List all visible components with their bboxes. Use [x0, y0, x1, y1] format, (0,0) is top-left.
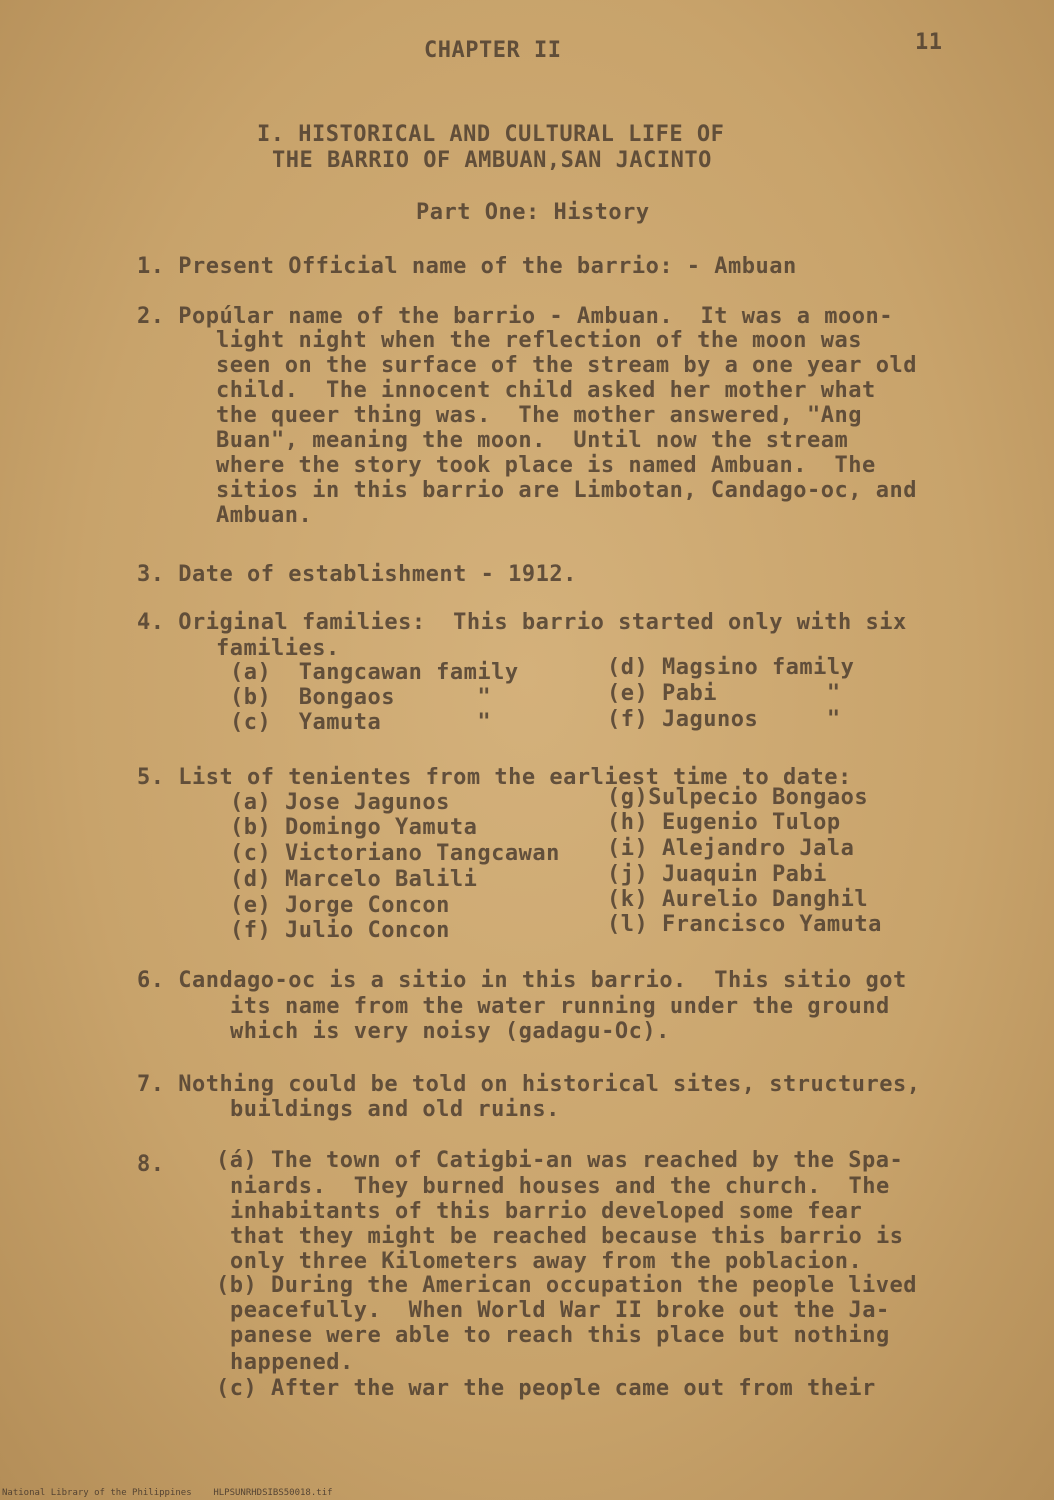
family-right: (f) Jagunos " [607, 707, 841, 732]
teniente-right: (k) Aurelio Danghil [607, 887, 869, 912]
chapter-heading: CHAPTER II [424, 38, 562, 63]
item-5: 5. List of tenientes from the earliest time to date: [137, 765, 852, 790]
item-6-line: its name from the water running under the ground [230, 994, 890, 1019]
item-8-number: 8. [137, 1152, 165, 1177]
item-8-line: peacefully. When World War II broke out the Ja- [230, 1298, 890, 1323]
item-8-line: happened. [230, 1350, 354, 1375]
page-number: 11 [915, 30, 943, 55]
family-right: (d) Magsino family [607, 655, 855, 680]
family-right: (e) Pabi " [607, 681, 841, 706]
item-2-line: Ambuan. [216, 503, 313, 528]
item-8-line: that they might be reached because this barrio is [230, 1224, 904, 1249]
item-2-line: 2. Popúlar name of the barrio - Ambuan. It was a moon- [137, 304, 893, 329]
item-2-line: the queer thing was. The mother answered, "Ang [216, 403, 863, 428]
family-left: (a) Tangcawan family [230, 660, 519, 685]
item-2-line: light night when the reflection of the moon was [216, 328, 863, 353]
part-heading: Part One: History [416, 200, 650, 225]
item-8-line: (á) The town of Catigbi-an was reached by the Spa- [216, 1148, 904, 1173]
item-2-line: where the story took place is named Ambuan. The [216, 453, 876, 478]
scan-footer: National Library of the Philippines HLPSUNRHDSIBS50018.tif [2, 1488, 333, 1498]
teniente-left: (b) Domingo Yamuta [230, 815, 478, 840]
teniente-left: (e) Jorge Concon [230, 893, 450, 918]
family-left: (b) Bongaos " [230, 685, 492, 710]
teniente-right: (l) Francisco Yamuta [607, 912, 882, 937]
item-8-line: only three Kilometers away from the poblacion. [230, 1249, 863, 1274]
teniente-right: (j) Juaquin Pabi [607, 862, 827, 887]
teniente-right: (h) Eugenio Tulop [607, 810, 841, 835]
teniente-left: (a) Jose Jagunos [230, 790, 450, 815]
item-1: 1. Present Official name of the barrio: - Ambuan [137, 254, 797, 279]
teniente-right: (i) Alejandro Jala [607, 836, 855, 861]
item-2-line: sitios in this barrio are Limbotan, Candago-oc, and [216, 478, 918, 503]
item-8-line: niards. They burned houses and the church. The [230, 1174, 890, 1199]
item-2-line: child. The innocent child asked her mother what [216, 378, 876, 403]
item-7-line: 7. Nothing could be told on historical sites, structures, [137, 1072, 921, 1097]
item-8-line: panese were able to reach this place but nothing [230, 1323, 890, 1348]
item-7-line: buildings and old ruins. [230, 1097, 560, 1122]
teniente-left: (c) Victoriano Tangcawan [230, 841, 560, 866]
item-4-line: 4. Original families: This barrio started only with six [137, 610, 907, 635]
teniente-left: (d) Marcelo Balili [230, 867, 478, 892]
teniente-left: (f) Julio Concon [230, 918, 450, 943]
item-3: 3. Date of establishment - 1912. [137, 562, 577, 587]
item-2-line: seen on the surface of the stream by a one year old [216, 353, 918, 378]
item-8-line: (b) During the American occupation the people lived [216, 1273, 918, 1298]
title-line-2: THE BARRIO OF AMBUAN,SAN JACINTO [272, 148, 712, 173]
teniente-right: (g)Sulpecio Bongaos [607, 785, 869, 810]
item-8-line: (c) After the war the people came out from their [216, 1376, 876, 1401]
item-6-line: which is very noisy (gadagu-Oc). [230, 1019, 670, 1044]
item-2-line: Buan", meaning the moon. Until now the stream [216, 428, 849, 453]
item-6-line: 6. Candago-oc is a sitio in this barrio. This sitio got [137, 968, 907, 993]
item-8-line: inhabitants of this barrio developed some fear [230, 1199, 863, 1224]
family-left: (c) Yamuta " [230, 710, 492, 735]
title-line-1: I. HISTORICAL AND CULTURAL LIFE OF [257, 122, 725, 147]
item-4-line: families. [216, 636, 340, 661]
